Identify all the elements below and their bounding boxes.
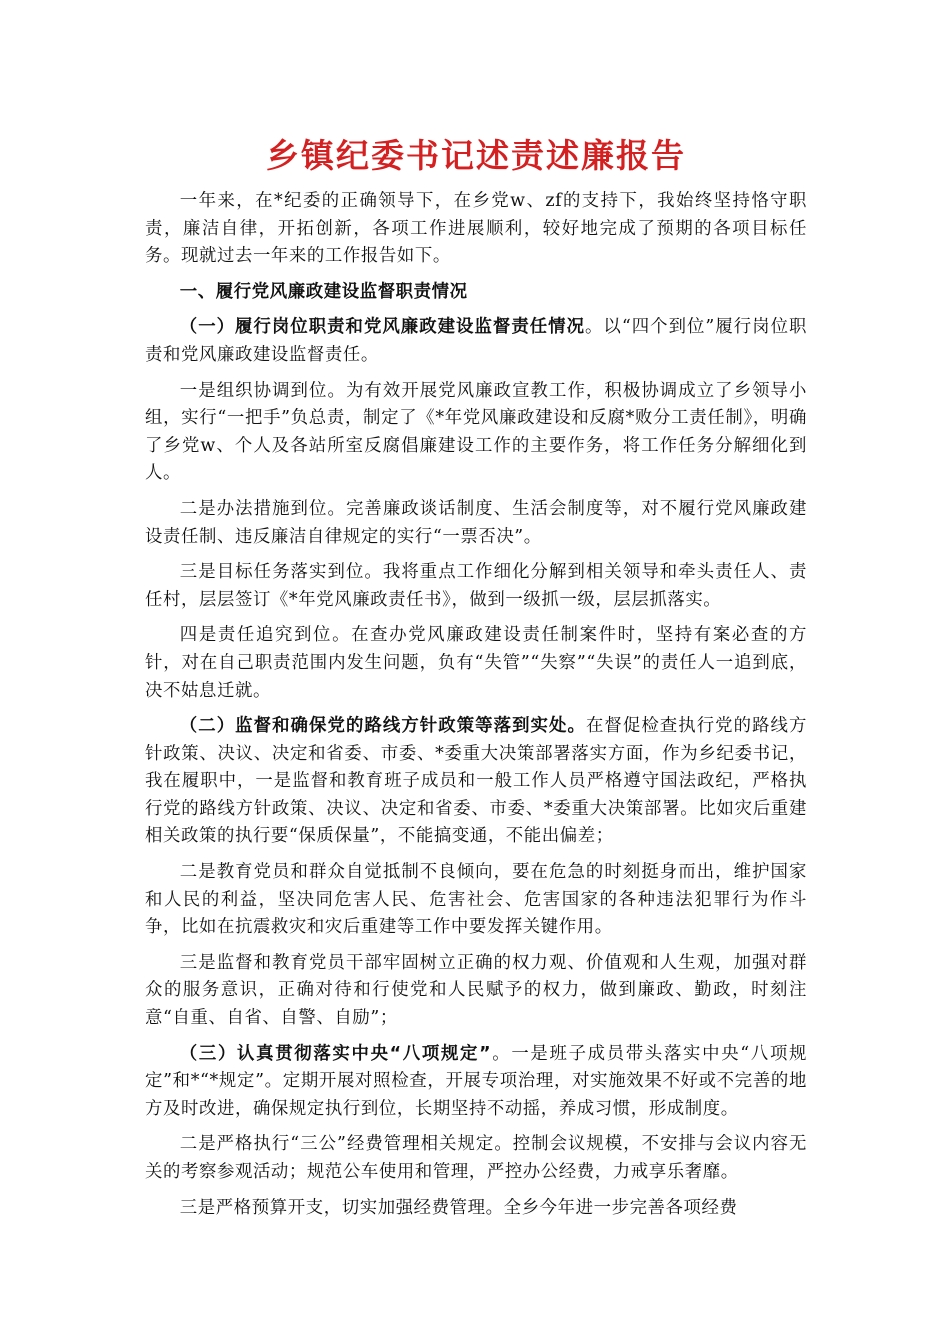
paragraph-item (145, 378, 807, 488)
document-title: 乡镇纪委书记述责述廉报告 (266, 136, 686, 175)
heading-text: 一、履行党风廉政建设监督职责情况 (179, 281, 468, 302)
paragraph-item (145, 1131, 807, 1186)
paragraph-text: 三是严格预算开支，切实加强经费管理。全乡今年进一步完善各项经费 (179, 1197, 738, 1218)
paragraph-item (145, 622, 807, 705)
paragraph-text: 三是目标任务落实到位。我将重点工作细化分解到相关领导和牵头责任人、责任村，层层签订《*年党风廉政责任书》，做到一级抓一级，层层抓落实。 (145, 562, 807, 610)
paragraph-text: 二是办法措施到位。完善廉政谈话制度、生活会制度等，对不履行党风廉政建设责任制、违反廉洁自律规定的实行“一票否决”。 (145, 498, 807, 547)
paragraph-text: 一是组织协调到位。为有效开展党风廉政宣教工作，积极协调成立了乡领导小组，实行“一把手”负总责，制定了《*年党风廉政建设和反腐*败分工责任制》，明确了乡党w、个人及各站所室反腐倡廉建设工作的主要作务，将工作任务分解细化到人。 (145, 380, 807, 484)
document-page (145, 130, 807, 1230)
subsection-heading: （三）认真贯彻落实中央“八项规定” (179, 1043, 492, 1064)
subsection-heading: （一）履行岗位职责和党风廉政建设监督责任情况 (179, 317, 585, 338)
paragraph-intro (145, 188, 807, 271)
paragraph-text: 四是责任追究到位。在查办党风廉政建设责任制案件时，坚持有案必查的方针，对在自己职责范围内发生问题，负有“失管”“失察”“失误”的责任人一追到底，决不姑息迁就。 (145, 625, 807, 701)
paragraph-item (145, 496, 807, 551)
paragraph-subsection-3 (145, 1041, 807, 1124)
paragraph-text: 一年来，在*纪委的正确领导下，在乡党w、zf的支持下，我始终坚持恪守职责，廉洁自律，开拓创新，各项工作进展顺利，较好地完成了预期的各项目标任务。现就过去一年来的工作报告如下。 (145, 191, 807, 267)
subsection-heading: （二）监督和确保党的路线方针政策等落到实处。 (179, 716, 586, 737)
paragraph-item (145, 859, 807, 942)
paragraph-text: 二是严格执行“三公”经费管理相关规定。控制会议规模，不安排与会议内容无关的考察参观活动；规范公车使用和管理，严控办公经费，力戒享乐奢靡。 (145, 1134, 807, 1182)
paragraph-subsection-2 (145, 713, 807, 851)
paragraph-text: 在督促检查执行党的路线方针政策、决议、决定和省委、市委、*委重大决策部署落实方面，作为乡纪委书记，我在履职中，一是监督和教育班子成员和一般工作人员严格遵守国法政纪，严格执行党的路线方针政策、决议、决定和省委、市委、*委重大决策部署。比如灾后重建相关政策的执行要“保质保量”，不能搞变通，不能出偏差； (145, 716, 807, 847)
paragraph-text: 二是教育党员和群众自觉抵制不良倾向，要在危急的时刻挺身而出，维护国家和人民的利益，坚决同危害人民、危害社会、危害国家的各种违法犯罪行为作斗争，比如在抗震救灾和灾后重建等工作中要发挥关键作用。 (145, 862, 807, 938)
paragraph-item (145, 950, 807, 1033)
paragraph-text: 。以“四个到位”履行岗位职责和党风廉政建设监督责任。 (145, 317, 808, 365)
paragraph-text: 三是监督和教育党员干部牢固树立正确的权力观、价值观和人生观，加强对群众的服务意识，正确对待和行使党和人民赋予的权力，做到廉政、勤政，时刻注意“自重、自省、自警、自励”； (145, 952, 807, 1029)
paragraph-item (145, 559, 807, 614)
paragraph-text: 。一是班子成员带头落实中央“八项规定”和*“*规定”。定期开展对照检查，开展专项治理，对实施效果不好或不完善的地方及时改进，确保规定执行到位，长期坚持不动摇，养成习惯，形成制度。 (145, 1043, 808, 1119)
paragraph-subsection-1 (145, 314, 807, 369)
section-heading-1 (145, 279, 807, 307)
paragraph-item (145, 1195, 807, 1223)
